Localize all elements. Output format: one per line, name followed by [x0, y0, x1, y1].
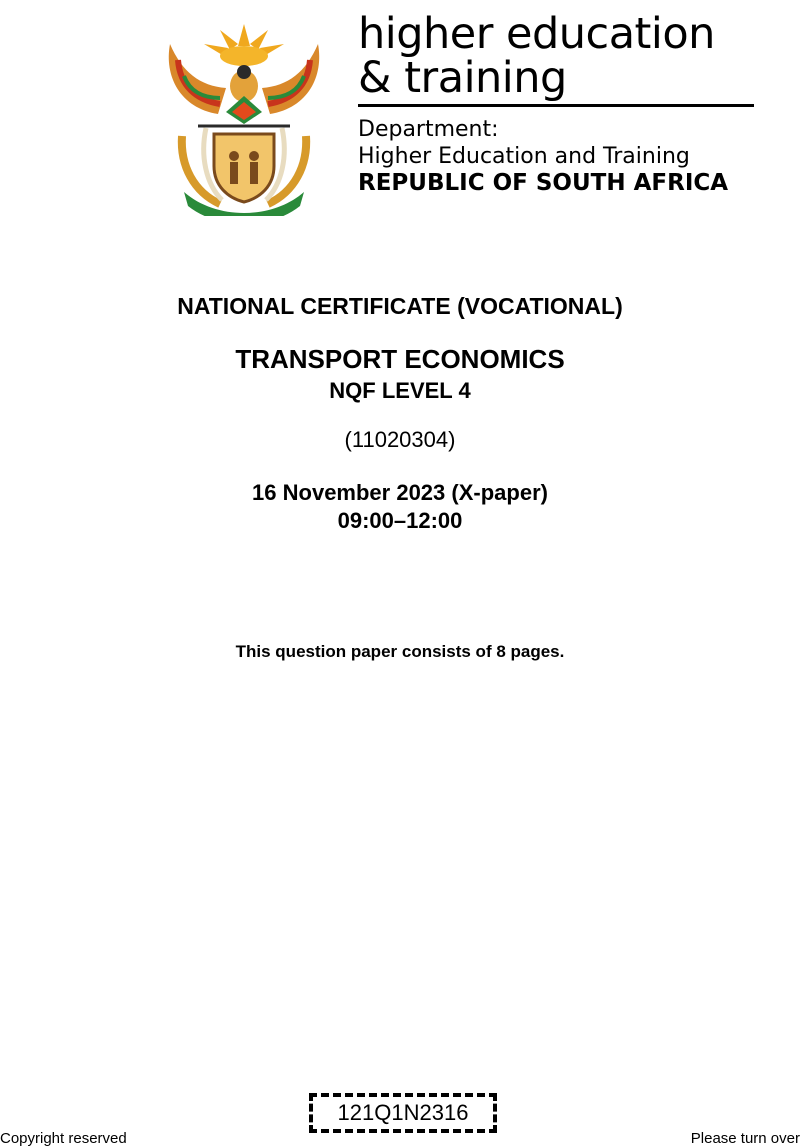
- nqf-level: NQF LEVEL 4: [329, 378, 471, 403]
- dept-brand-title: [358, 9, 715, 103]
- turn-over-notice: Please turn over: [690, 1130, 800, 1147]
- paper-code-box: 121Q1N2316: [309, 1093, 497, 1133]
- department-name: [358, 116, 728, 197]
- brand-line-1: higher education: [358, 9, 715, 59]
- exam-date: 16 November 2023 (X-paper): [252, 480, 548, 505]
- dept-line-1: Department:: [358, 117, 499, 142]
- coat-of-arms-icon: [160, 16, 328, 216]
- dept-line-2: Higher Education and Training: [358, 144, 690, 169]
- brand-line-2: & training: [358, 53, 567, 103]
- subject-title: TRANSPORT ECONOMICS: [235, 344, 565, 374]
- header-divider: [358, 104, 754, 107]
- dept-line-3: REPUBLIC OF SOUTH AFRICA: [358, 170, 729, 196]
- qualification-title: NATIONAL CERTIFICATE (VOCATIONAL): [177, 293, 623, 319]
- page-count-note: This question paper consists of 8 pages.: [235, 642, 565, 661]
- subject-code: (11020304): [344, 427, 456, 452]
- copyright-notice: Copyright reserved: [0, 1130, 127, 1147]
- exam-time: 09:00–12:00: [337, 508, 463, 533]
